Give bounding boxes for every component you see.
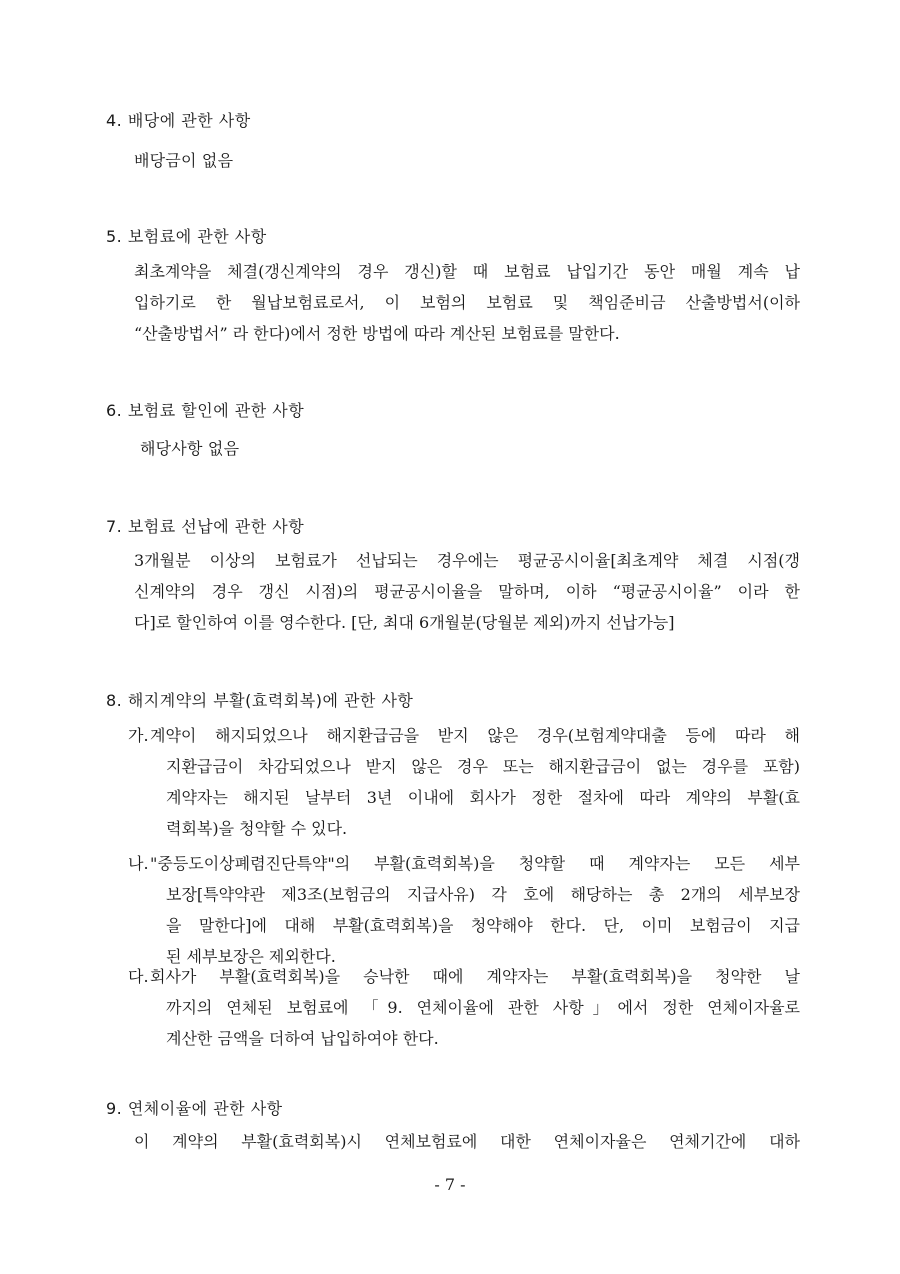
item-line: 계산한 금액을 더하여 납입하여야 한다. — [166, 1029, 439, 1048]
section-5-heading: 5. 보험료에 관한 사항 — [106, 227, 267, 246]
section-8-heading: 8. 해지계약의 부활(효력회복)에 관한 사항 — [106, 691, 414, 710]
item-line: 을 말한다]에 대해 부활(효력회복)을 청약해야 한다. 단, 이미 보험금이 지급 — [166, 916, 800, 935]
item-marker: 다. — [128, 967, 149, 986]
section-7-line-1: 3개월분 이상의 보험료가 선납되는 경우에는 평균공시이율[최초계약 체결 시점(갱 — [134, 551, 800, 570]
page-number: - 7 - — [434, 1175, 466, 1194]
item-line: "중등도이상폐렴진단특약"의 부활(효력회복)을 청약할 때 계약자는 모든 세부 — [150, 854, 800, 873]
section-7-paragraph — [134, 545, 800, 638]
item-line: 력회복)을 청약할 수 있다. — [166, 819, 348, 838]
item-body — [150, 961, 800, 1054]
section-6-heading: 6. 보험료 할인에 관한 사항 — [106, 401, 305, 420]
item-line: 까지의 연체된 보험료에 「9. 연체이율에 관한 사항」에서 정한 연체이자율로 — [166, 998, 800, 1017]
item-body — [150, 848, 800, 972]
item-line: 계약이 해지되었으나 해지환급금을 받지 않은 경우(보험계약대출 등에 따라 해 — [150, 726, 800, 745]
section-5-line-2: 입하기로 한 월납보험료로서, 이 보험의 보험료 및 책임준비금 산출방법서(이하 — [134, 293, 800, 312]
section-9-paragraph — [134, 1126, 800, 1157]
item-line: 지환급금이 차감되었으나 받지 않은 경우 또는 해지환급금이 없는 경우를 포함) — [166, 757, 800, 776]
item-marker: 가. — [128, 726, 149, 745]
item-body — [150, 720, 800, 844]
item-line: 계약자는 해지된 날부터 3년 이내에 회사가 정한 절차에 따라 계약의 부활(효 — [166, 788, 800, 807]
item-line: 회사가 부활(효력회복)을 승낙한 때에 계약자는 부활(효력회복)을 청약한 날 — [150, 967, 800, 986]
section-4-text: 배당금이 없음 — [134, 151, 234, 170]
section-4-heading: 4. 배당에 관한 사항 — [106, 111, 251, 130]
section-6-text: 해당사항 없음 — [140, 439, 240, 458]
item-line: 보장[특약약관 제3조(보험금의 지급사유) 각 호에 해당하는 총 2개의 세부보장 — [166, 885, 800, 904]
section-5-paragraph — [134, 256, 800, 349]
section-9-heading: 9. 연체이율에 관한 사항 — [106, 1099, 283, 1118]
section-5-line-1: 최초계약을 체결(갱신계약의 경우 갱신)할 때 보험료 납입기간 동안 매월 계속 납 — [134, 262, 800, 281]
section-7-line-3: 다]로 할인하여 이를 영수한다. [단, 최대 6개월분(당월분 제외)까지 선납가능] — [134, 613, 675, 632]
section-7-line-2: 신계약의 경우 갱신 시점)의 평균공시이율을 말하며, 이하 “평균공시이율” 이라 한 — [134, 582, 800, 601]
section-7-heading: 7. 보험료 선납에 관한 사항 — [106, 517, 305, 536]
section-9-line-1: 이 계약의 부활(효력회복)시 연체보험료에 대한 연체이자율은 연체기간에 대하 — [134, 1132, 800, 1151]
section-5-line-3: “산출방법서” 라 한다)에서 정한 방법에 따라 계산된 보험료를 말한다. — [134, 324, 620, 343]
item-line: 된 세부보장은 제외한다. — [166, 947, 336, 966]
item-marker: 나. — [128, 854, 149, 873]
